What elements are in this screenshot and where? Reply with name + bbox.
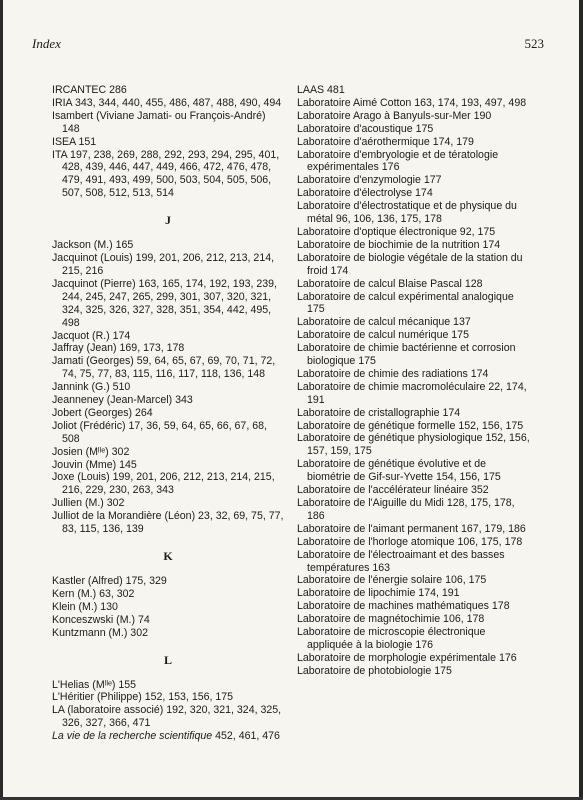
index-entry: Laboratoire d'optique électronique 92, 175 (297, 225, 496, 238)
index-entry: Joxe (Louis) 199, 201, 206, 212, 213, 214, 215, 216, 229, 230, 263, 343 (52, 471, 275, 497)
index-entry: Jacquinot (Louis) 199, 201, 206, 212, 213, 214, 215, 216 (52, 252, 275, 277)
scan-edge-left (0, 0, 3, 800)
index-entry: Laboratoire de biochimie de la nutrition 174 (297, 238, 501, 251)
index-entry: Laboratoire de microscopie électronique appliquée à la biologie 176 (297, 626, 486, 651)
index-entry-italic-title (52, 730, 284, 743)
index-entry: Laboratoire de calcul Blaise Pascal 128 (297, 277, 483, 290)
index-entry: Laboratoire de l'horloge atomique 106, 175, 178 (297, 535, 523, 548)
index-entry: Laboratoire de cristallographie 174 (297, 406, 461, 419)
index-entry: Jacquot (R.) 174 (52, 329, 131, 342)
scan-edge-right (579, 0, 583, 800)
index-entry: Laboratoire de l'énergie solaire 106, 175 (297, 574, 487, 587)
index-entry: Kastler (Alfred) 175, 329 (52, 575, 167, 587)
index-entry: ITA 197, 238, 269, 288, 292, 293, 294, 295, 401, 428, 439, 446, 447, 449, 466, 472, 476, 478, 479, 491, 493, 499, 500, 503, 504, 505, 506, 507, 508, 512, 513, 514 (52, 148, 280, 200)
index-entry: Jamati (Georges) 59, 64, 65, 67, 69, 70, 71, 72, 74, 75, 77, 83, 115, 116, 117, 118, 136, 148 (52, 355, 276, 381)
index-entry: LA (laboratoire associé) 192, 320, 321, 324, 325, 326, 327, 366, 471 (52, 704, 282, 730)
index-entry: IRIA 343, 344, 440, 455, 486, 487, 488, 490, 494 (52, 96, 282, 109)
index-entry: Laboratoire d'enzymologie 177 (297, 174, 442, 187)
index-entry: Isambert (Viviane Jamati- ou François-André) 148 (52, 109, 266, 135)
right-column (297, 84, 531, 678)
index-entry: Joliot (Frédéric) 17, 36, 59, 64, 65, 66, 67, 68, 508 (52, 419, 267, 445)
index-entry: Laboratoire de calcul expérimental analogique 175 (297, 290, 514, 316)
index-entry: Jullien (M.) 302 (52, 497, 125, 510)
book-title: La vie de la recherche scientifique (52, 730, 213, 743)
index-entry: Laboratoire de l'Aiguille du Midi 128, 175, 178, 186 (297, 497, 515, 522)
index-entry: Laboratoire de lipochimie 174, 191 (297, 587, 460, 600)
index-entry: Laboratoire de chimie macromoléculaire 22, 174, 191 (297, 380, 527, 406)
section-letter-l: L (163, 652, 172, 667)
book-title-pages: 452, 461, 476 (212, 730, 280, 743)
index-entry: Klein (M.) 130 (52, 600, 118, 613)
index-entry: Laboratoire de calcul numérique 175 (297, 329, 469, 342)
index-entry: L'Helias (Mˡˡᵉ) 155 (52, 678, 137, 691)
section-letter-j: J (165, 213, 171, 228)
left-column (52, 84, 284, 743)
index-entry: Laboratoire d'aérothermique 174, 179 (297, 135, 474, 148)
index-entry: Laboratoire de génétique formelle 152, 156, 175 (297, 419, 524, 432)
index-entry: Laboratoire d'électrostatique et de physique du métal 96, 106, 136, 175, 178 (297, 200, 517, 226)
index-entry: Kern (M.) 63, 302 (52, 587, 135, 600)
index-entry: Laboratoire de l'aimant permanent 167, 179, 186 (297, 522, 526, 535)
index-entry: Jacquinot (Pierre) 163, 165, 174, 192, 193, 239, 244, 245, 247, 265, 299, 301, 307, 320, 321, 324, 325, 326, 327, 328, 351, 354, 442, 495, 498 (52, 277, 277, 329)
index-entry: Laboratoire de biologie végétale de la station du froid 174 (297, 251, 523, 277)
index-entry: Josien (Mˡˡᵉ) 302 (52, 445, 130, 458)
index-entry: Laboratoire de calcul mécanique 137 (297, 316, 471, 329)
index-entry: Jobert (Georges) 264 (52, 406, 153, 419)
index-entry: Laboratoire de l'accélérateur linéaire 352 (297, 484, 489, 497)
index-entry: L'Héritier (Philippe) 152, 153, 156, 175 (52, 691, 234, 704)
index-entry: Jouvin (Mme) 145 (52, 458, 137, 471)
section-letter-k: K (163, 549, 173, 563)
index-entry: Laboratoire de morphologie expérimentale 176 (297, 651, 517, 664)
index-entry: Laboratoire de machines mathématiques 178 (297, 600, 510, 613)
index-entry: Konceszwski (M.) 74 (52, 613, 150, 626)
index-entry: Jannink (G.) 510 (52, 381, 131, 394)
page-number: 523 (524, 36, 544, 51)
index-entry: Jaffray (Jean) 169, 173, 178 (52, 342, 185, 355)
index-entry: Jeanneney (Jean-Marcel) 343 (52, 394, 193, 407)
page-header (32, 36, 544, 54)
index-entry: ISEA 151 (52, 135, 97, 148)
index-entry: Laboratoire de chimie bactérienne et corrosion biologique 175 (297, 342, 516, 368)
index-entry: Laboratoire d'acoustique 175 (297, 122, 434, 135)
index-entry: Laboratoire de photobiologie 175 (297, 664, 452, 677)
index-entry: Jackson (M.) 165 (52, 239, 134, 252)
index-entry: Laboratoire de génétique physiologique 152, 156, 157, 159, 175 (297, 432, 530, 458)
running-head: Index (32, 36, 61, 51)
index-entry: Laboratoire de génétique évolutive et de biométrie de Gif-sur-Yvette 154, 156, 175 (297, 458, 501, 484)
index-entry: Laboratoire de chimie des radiations 174 (297, 367, 489, 380)
index-entry: Laboratoire d'électrolyse 174 (297, 187, 433, 200)
index-entry: Laboratoire Aimé Cotton 163, 174, 193, 497, 498 (297, 96, 527, 109)
index-entry: Kuntzmann (M.) 302 (52, 626, 148, 639)
index-entry: Julliot de la Morandière (Léon) 23, 32, 69, 75, 77, 83, 115, 136, 139 (52, 510, 284, 536)
index-entry: LAAS 481 (297, 84, 345, 96)
index-entry: Laboratoire de l'électroaimant et des basses températures 163 (297, 548, 505, 574)
index-entry: Laboratoire de magnétochimie 106, 178 (297, 613, 485, 626)
index-entry: Laboratoire d'embryologie et de tératologie expérimentales 176 (297, 148, 499, 174)
index-entry: IRCANTEC 286 (52, 84, 127, 96)
index-entry: Laboratoire Arago à Banyuls-sur-Mer 190 (297, 109, 492, 122)
